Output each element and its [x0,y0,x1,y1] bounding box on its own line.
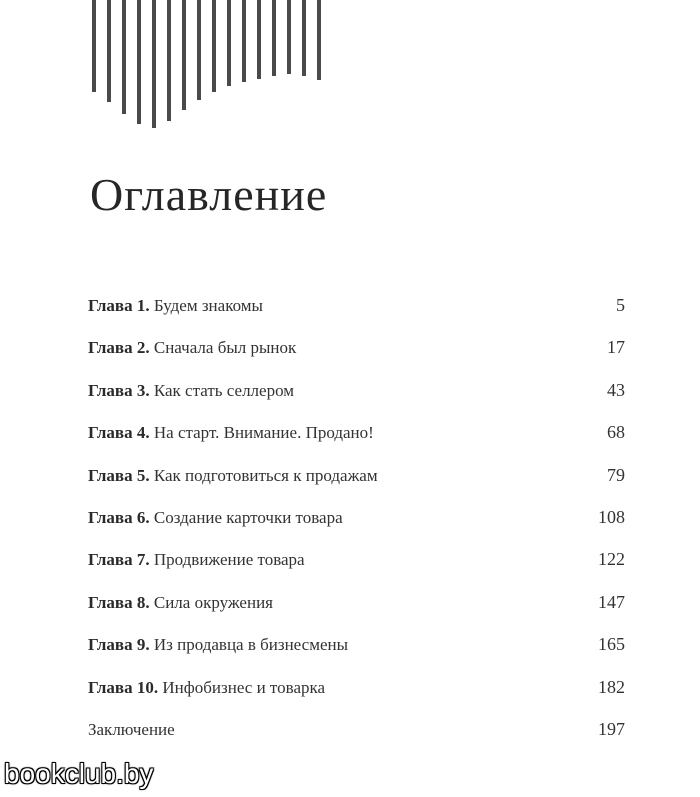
chapter-number: Глава 10. [88,677,159,697]
toc-entry [88,337,625,379]
toc-entry [88,465,625,507]
toc-entry [88,592,625,634]
decor-line [167,0,171,121]
chapter-title: Заключение [88,719,175,739]
page-number: 68 [607,422,625,443]
toc-entry [88,422,625,464]
page-number: 5 [616,295,625,315]
page-number: 17 [607,337,625,358]
decor-line [182,0,186,110]
decor-line [122,0,126,114]
chapter-number: Глава 6. [88,507,150,527]
chapter-title: Как стать селлером [153,380,295,400]
decor-line [302,0,306,76]
decor-line [257,0,261,79]
decor-line [227,0,231,86]
chapter-title: Инфобизнес и товарка [162,677,326,697]
toc-entry [88,677,625,719]
decor-line [287,0,291,74]
chapter-number: Глава 9. [88,635,150,655]
decor-line [137,0,141,124]
chapter-number: Глава 1. [88,296,150,315]
watermark: bookclub.by [4,758,154,789]
page-number: 122 [598,549,625,570]
page-title: Оглавление [90,169,328,220]
page-number: 197 [598,718,625,739]
decor-line [212,0,216,92]
page-number: 147 [598,591,625,612]
decorative-lines [0,0,700,130]
table-of-contents [88,295,625,761]
page-number: 182 [598,676,625,697]
chapter-number: Глава 5. [88,465,150,485]
chapter-number: Глава 2. [88,338,150,358]
chapter-number: Глава 7. [88,550,150,570]
toc-entry-conclusion [88,719,625,761]
page-number: 79 [607,464,625,485]
chapter-number: Глава 3. [88,380,150,400]
toc-entry [88,634,625,676]
toc-entry [88,549,625,591]
decor-line [152,0,156,128]
toc-entry [88,380,625,422]
toc-entry [88,507,625,549]
decor-line [242,0,246,82]
decor-line [197,0,201,100]
chapter-title: Сила окружения [153,592,273,612]
decor-line [317,0,321,80]
chapter-title: Будем знакомы [153,296,263,315]
page-number: 165 [598,634,625,655]
page-number: 43 [607,379,625,400]
decor-line [107,0,111,102]
chapter-title: Как подготовиться к продажам [153,465,378,485]
decor-line [272,0,276,76]
toc-entry [88,295,625,337]
chapter-title: На старт. Внимание. Продано! [153,423,374,443]
chapter-number: Глава 8. [88,592,150,612]
chapter-title: Продвижение товара [153,550,305,570]
chapter-title: Сначала был рынок [153,338,297,358]
chapter-title: Из продавца в бизнесмены [153,635,349,655]
chapter-title: Создание карточки товара [153,507,343,527]
decor-line [92,0,96,92]
chapter-number: Глава 4. [88,423,150,443]
page-number: 108 [598,506,625,527]
